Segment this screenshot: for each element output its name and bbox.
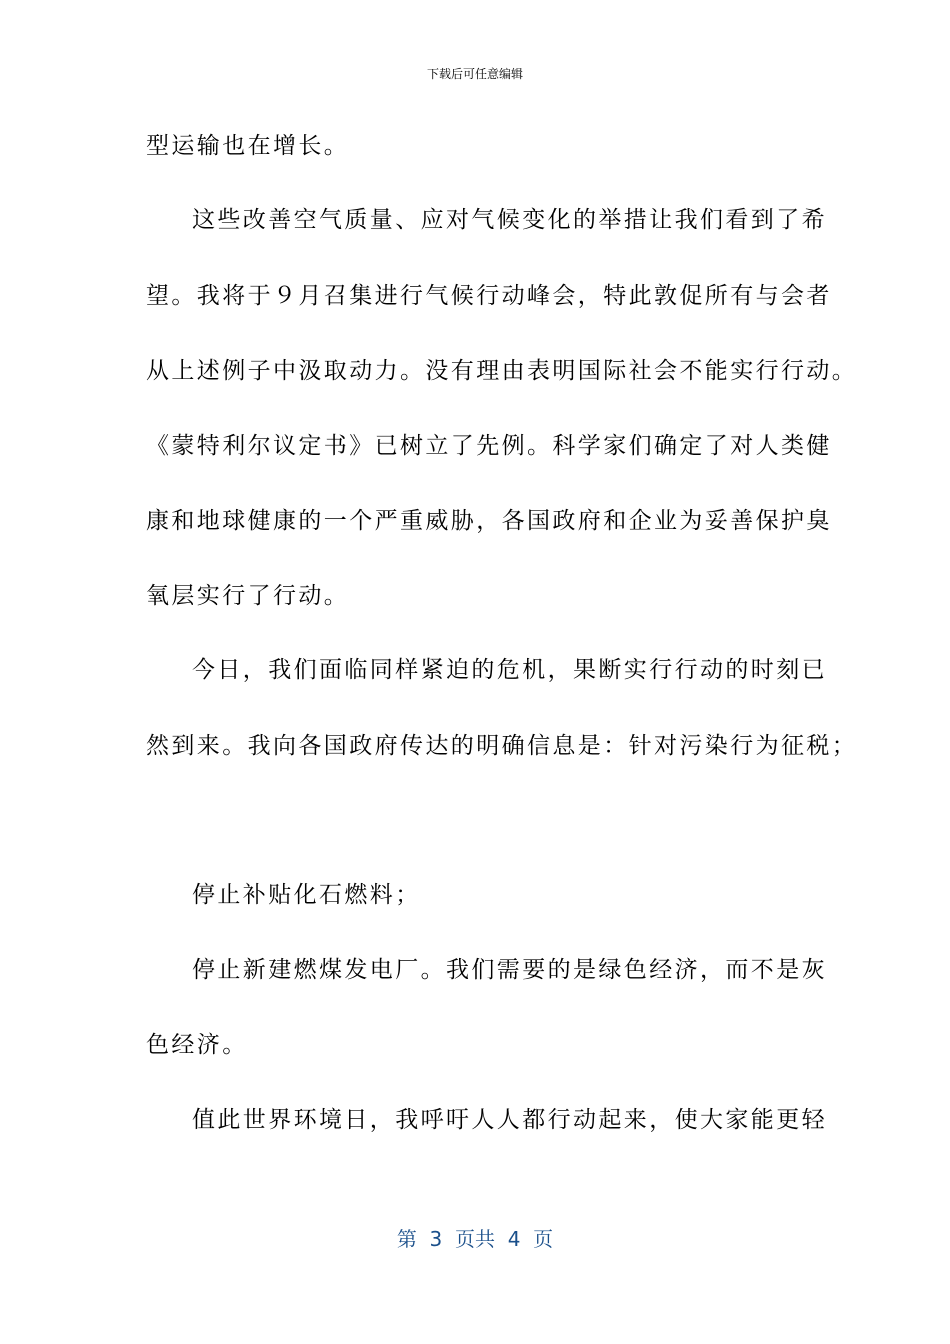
- paragraph-start: 今日，我们面临同样紧迫的危机，果断实行行动的时刻已: [192, 657, 827, 683]
- text-line: 型运输也在增长。: [146, 133, 350, 159]
- paragraph-start: 停止补贴化石燃料；: [192, 882, 421, 908]
- paragraph-start: 这些改善空气质量、应对气候变化的举措让我们看到了希: [192, 207, 827, 233]
- text-line: 康和地球健康的一个严重威胁，各国政府和企业为妥善保护臭: [146, 508, 832, 534]
- text-line: 从上述例子中汲取动力。没有理由表明国际社会不能实行行动。: [146, 358, 858, 384]
- text-line: 《蒙特利尔议定书》已树立了先例。科学家们确定了对人类健: [146, 433, 832, 459]
- page-number: 第 3 页共 4 页: [396, 1227, 554, 1251]
- paragraph-start: 停止新建燃煤发电厂。我们需要的是绿色经济，而不是灰: [192, 957, 827, 983]
- text-line: 然到来。我向各国政府传达的明确信息是：针对污染行为征税；: [146, 733, 858, 759]
- page-header: 下载后可任意编辑: [426, 67, 523, 81]
- text-line: 望。我将于９月召集进行气候行动峰会，特此敦促所有与会者: [146, 283, 832, 309]
- text-line: 色经济。: [146, 1032, 248, 1058]
- text-line: 氧层实行了行动。: [146, 583, 350, 609]
- paragraph-start: 值此世界环境日，我呼吁人人都行动起来，使大家能更轻: [192, 1107, 827, 1133]
